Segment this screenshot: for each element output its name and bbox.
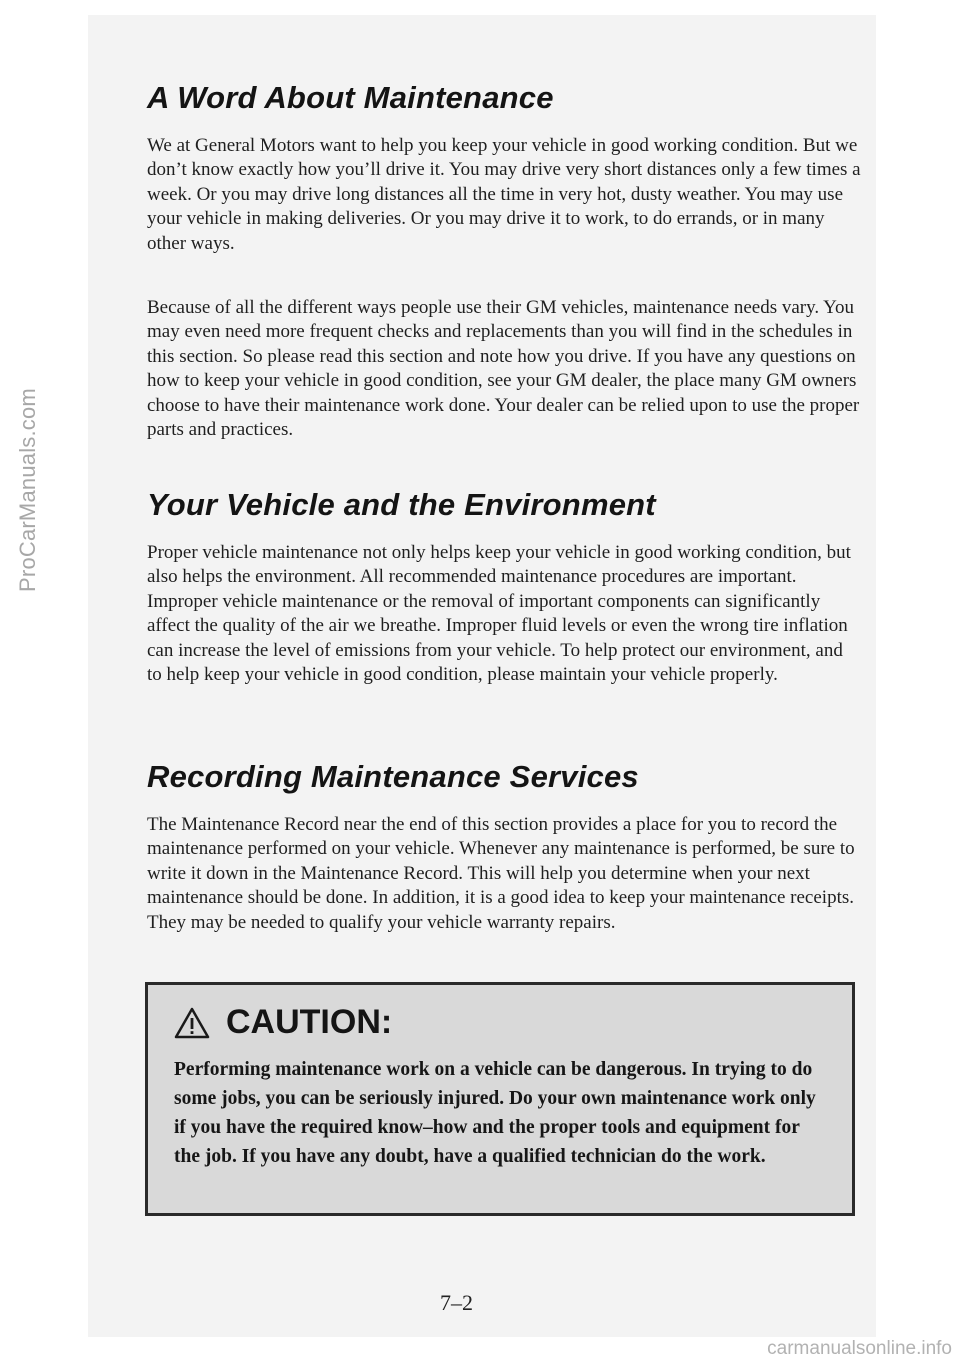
side-watermark-text: ProCarManuals.com	[15, 388, 40, 592]
caution-box	[145, 982, 855, 1216]
paragraph-maintenance-1: We at General Motors want to help you keep your vehicle in good working condition. But we don’t know exactly how you’ll drive it. You may drive very short distances only a few times a week. Or you may drive long distances all the time in very hot, dusty weather. You may use your vehicle in making deliveries. Or you may drive it to work, to do errands, or in many other ways.	[147, 135, 861, 254]
bottom-watermark: carmanualsonline.info	[767, 1338, 952, 1359]
caution-title: CAUTION:	[226, 1003, 393, 1041]
page-number: 7–2	[440, 1290, 473, 1315]
paragraph-recording: The Maintenance Record near the end of this section provides a place for you to record the maintenance performed on your vehicle. Whenever any maintenance is performed, be sure to write it down in the Maintenance Record. This will help you determine when your next maintenance should be done. In addition, it is a good idea to keep your maintenance receipts. They may be needed to qualify your vehicle warranty repairs.	[147, 814, 855, 933]
heading-maintenance: A Word About Maintenance	[147, 80, 554, 115]
paragraph-maintenance-2: Because of all the different ways people use their GM vehicles, maintenance needs vary. You may even need more frequent checks and replacements than you will find in the schedules in this section. So please read this section and note how you drive. If you have any questions on how to keep your vehicle in good condition, see your GM dealer, the place many GM owners choose to have their maintenance work done. Your dealer can be relied upon to use the proper parts and practices.	[147, 297, 860, 441]
warning-triangle-icon	[174, 1007, 210, 1039]
side-watermark	[10, 280, 46, 700]
caution-header	[174, 1003, 392, 1042]
paragraph-environment: Proper vehicle maintenance not only helps keep your vehicle in good working condition, but also helps the environment. All recommended maintenance procedures are important. Improper vehicle maintenance or the removal of important components can significantly affect the quality of the air we breathe. Improper fluid levels or even the wrong tire inflation can increase the level of emissions from your vehicle. To help protect our environment, and to help keep your vehicle in good condition, please maintain your vehicle properly.	[147, 542, 851, 686]
heading-environment: Your Vehicle and the Environment	[147, 487, 656, 522]
caution-text: Performing maintenance work on a vehicle can be dangerous. In trying to do some jobs, you can be seriously injured. Do your own maintenance work only if you have the required know–how and the proper tools and equipment for the job. If you have any doubt, have a qualified technician do the work.	[174, 1059, 816, 1167]
heading-recording: Recording Maintenance Services	[147, 759, 639, 794]
